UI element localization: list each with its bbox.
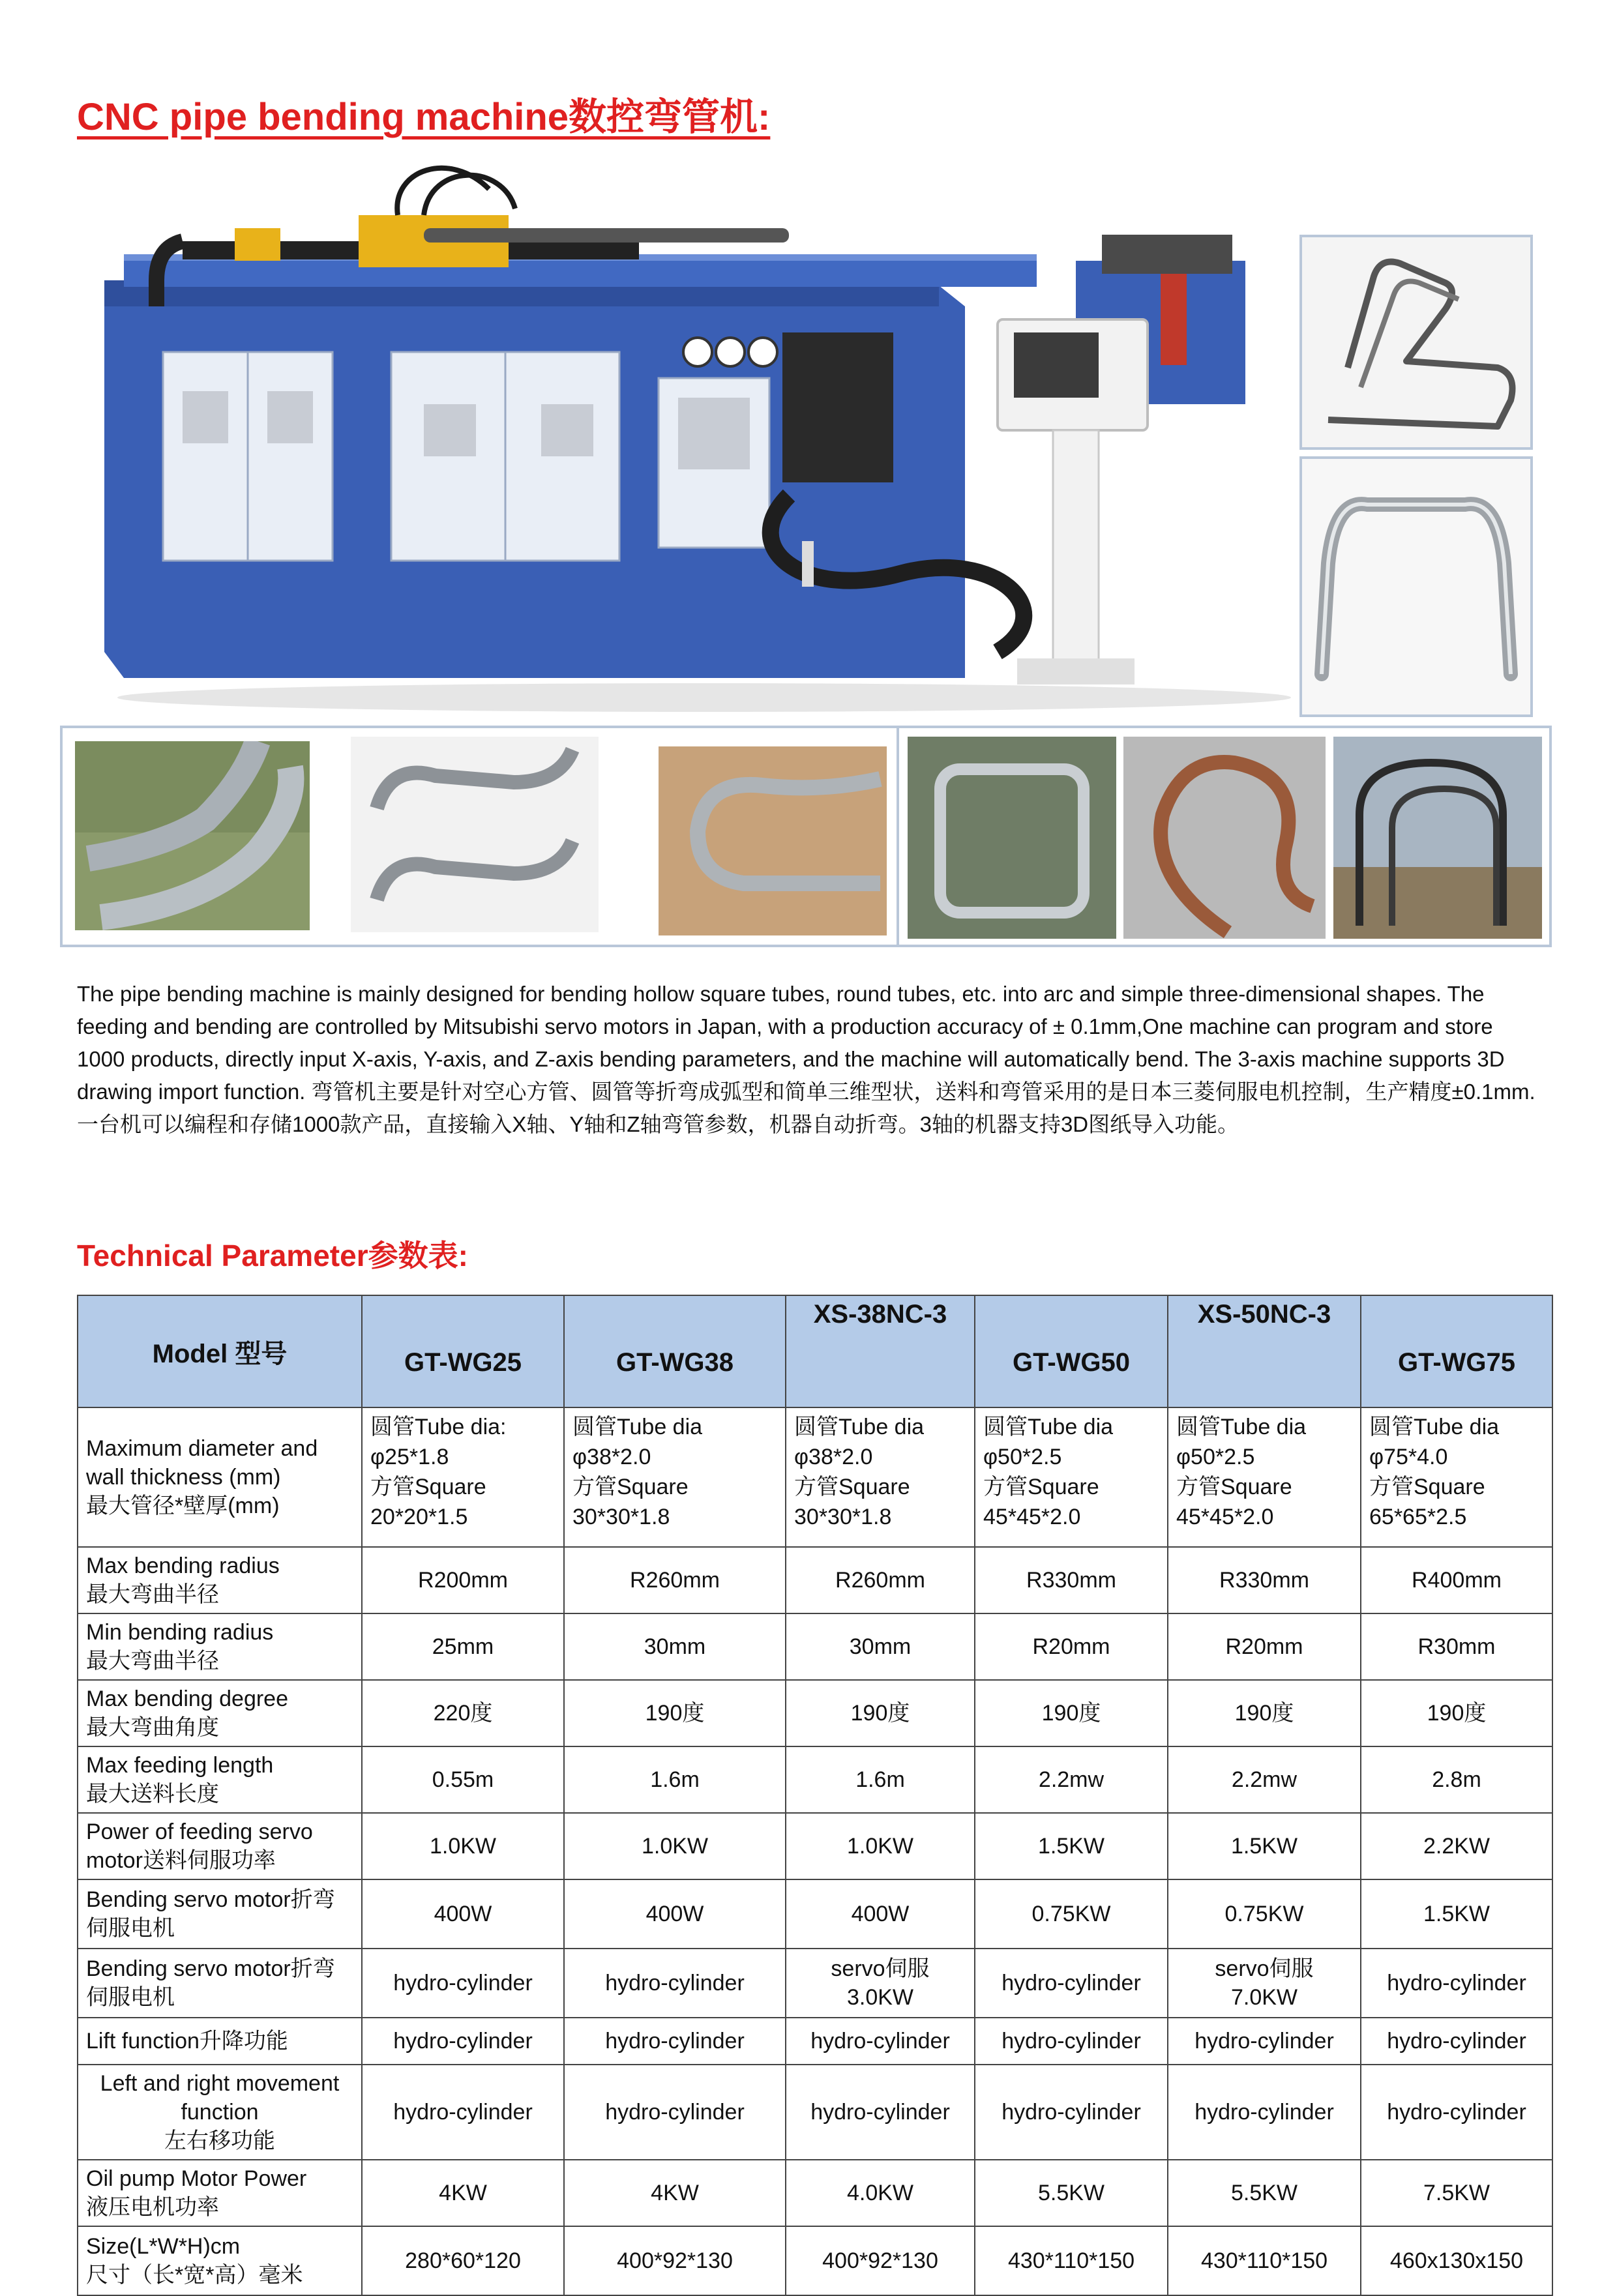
table-cell: R20mm: [1168, 1613, 1361, 1680]
table-cell: hydro-cylinder: [975, 2018, 1168, 2065]
table-cell: R330mm: [1168, 1547, 1361, 1613]
table-cell: 1.5KW: [1168, 1813, 1361, 1879]
header-model: Model 型号: [78, 1295, 362, 1407]
row-label: Maximum diameter and wall thickness (mm) 最大管径*壁厚(mm): [78, 1407, 362, 1547]
table-cell: R330mm: [975, 1547, 1168, 1613]
page-title: CNC pipe bending machine数控弯管机:: [77, 96, 771, 138]
table-cell: 1.0KW: [362, 1813, 564, 1879]
table-header-row: [78, 1295, 1552, 1407]
table-cell: 190度: [975, 1680, 1168, 1746]
table-cell: hydro-cylinder: [1361, 2018, 1552, 2065]
table-cell: servo伺服 3.0KW: [786, 1949, 975, 2018]
table-cell: 2.2mw: [975, 1746, 1168, 1813]
table-cell: hydro-cylinder: [564, 2065, 786, 2160]
table-cell: 1.6m: [564, 1746, 786, 1813]
table-cell: 4KW: [564, 2160, 786, 2226]
row-label: Left and right movement function 左右移功能: [78, 2065, 362, 2160]
table-cell: hydro-cylinder: [362, 1949, 564, 2018]
table-cell: 0.75KW: [1168, 1879, 1361, 1949]
table-cell: hydro-cylinder: [786, 2065, 975, 2160]
table-row: [78, 1813, 1552, 1879]
header-gt-wg38: GT-WG38: [564, 1295, 786, 1407]
table-cell: R400mm: [1361, 1547, 1552, 1613]
table-cell: hydro-cylinder: [786, 2018, 975, 2065]
table-cell: 400W: [786, 1879, 975, 1949]
table-cell: hydro-cylinder: [1361, 1949, 1552, 2018]
table-cell: 圆管Tube dia: φ25*1.8 方管Square 20*20*1.5: [362, 1407, 564, 1547]
table-row: [78, 2065, 1552, 2160]
sample-photo-frame-2: [1299, 456, 1533, 717]
table-cell: 190度: [564, 1680, 786, 1746]
sample-photo-frame-1: [1299, 235, 1533, 450]
table-cell: 400*92*130: [564, 2226, 786, 2295]
row-label: Max feeding length 最大送料长度: [78, 1746, 362, 1813]
table-row: [78, 1613, 1552, 1680]
table-cell: hydro-cylinder: [564, 2018, 786, 2065]
table-cell: 圆管Tube dia φ75*4.0 方管Square 65*65*2.5: [1361, 1407, 1552, 1547]
header-xs-50nc-3: XS-50NC-3: [1168, 1295, 1361, 1407]
table-cell: 30mm: [786, 1613, 975, 1680]
table-row: [78, 1879, 1552, 1949]
table-cell: hydro-cylinder: [1168, 2065, 1361, 2160]
table-cell: 400*92*130: [786, 2226, 975, 2295]
table-cell: R30mm: [1361, 1613, 1552, 1680]
machine-photo: [85, 156, 1324, 717]
table-cell: R20mm: [975, 1613, 1168, 1680]
table-cell: 190度: [786, 1680, 975, 1746]
row-label: Max bending degree 最大弯曲角度: [78, 1680, 362, 1746]
strip-photo-copper-loop: [1123, 737, 1326, 939]
header-gt-wg75: GT-WG75: [1361, 1295, 1552, 1407]
table-cell: 0.55m: [362, 1746, 564, 1813]
strip-photo-square-frame: [908, 737, 1116, 939]
table-cell: hydro-cylinder: [1361, 2065, 1552, 2160]
table-cell: 圆管Tube dia φ38*2.0 方管Square 30*30*1.8: [564, 1407, 786, 1547]
row-label: Size(L*W*H)cm 尺寸（长*宽*高）毫米: [78, 2226, 362, 2295]
table-cell: 4.0KW: [786, 2160, 975, 2226]
table-cell: 2.2mw: [1168, 1746, 1361, 1813]
table-cell: 400W: [564, 1879, 786, 1949]
table-cell: 430*110*150: [1168, 2226, 1361, 2295]
table-row: [78, 1949, 1552, 2018]
row-label: Max bending radius 最大弯曲半径: [78, 1547, 362, 1613]
strip-photo-hoop-frames: [1333, 737, 1542, 939]
table-cell: hydro-cylinder: [975, 1949, 1168, 2018]
table-cell: 1.6m: [786, 1746, 975, 1813]
table-row: [78, 1547, 1552, 1613]
table-cell: 0.75KW: [975, 1879, 1168, 1949]
table-cell: 400W: [362, 1879, 564, 1949]
table-cell: 430*110*150: [975, 2226, 1168, 2295]
table-row: [78, 1680, 1552, 1746]
row-label: Bending servo motor折弯伺服电机: [78, 1949, 362, 2018]
technical-parameter-heading: Technical Parameter参数表:: [77, 1239, 468, 1273]
table-cell: 190度: [1168, 1680, 1361, 1746]
table-cell: 圆管Tube dia φ38*2.0 方管Square 30*30*1.8: [786, 1407, 975, 1547]
table-cell: 1.0KW: [786, 1813, 975, 1879]
table-cell: R260mm: [786, 1547, 975, 1613]
table-cell: 190度: [1361, 1680, 1552, 1746]
table-cell: 1.0KW: [564, 1813, 786, 1879]
strip-photo-steel-bends: [75, 741, 310, 930]
header-gt-wg25: GT-WG25: [362, 1295, 564, 1407]
table-cell: 圆管Tube dia φ50*2.5 方管Square 45*45*2.0: [975, 1407, 1168, 1547]
table-cell: hydro-cylinder: [362, 2018, 564, 2065]
table-cell: 2.8m: [1361, 1746, 1552, 1813]
table-cell: 220度: [362, 1680, 564, 1746]
table-row: [78, 1407, 1552, 1547]
table-cell: 25mm: [362, 1613, 564, 1680]
strip-photo-s-tubes: [351, 737, 599, 932]
sample-bent-tube-photo: [1302, 459, 1530, 714]
row-label: Lift function升降功能: [78, 2018, 362, 2065]
table-cell: R200mm: [362, 1547, 564, 1613]
table-row: [78, 2160, 1552, 2226]
table-cell: 30mm: [564, 1613, 786, 1680]
sample-bent-wire-photo: [1302, 237, 1530, 447]
table-row: [78, 2018, 1552, 2065]
table-cell: 圆管Tube dia φ50*2.5 方管Square 45*45*2.0: [1168, 1407, 1361, 1547]
product-description: The pipe bending machine is mainly designed for bending hollow square tubes, round tubes, etc. into arc and simple three-dimensional shapes. The feeding and bending are controlled by Mitsubishi servo motors in Japan, with a production accuracy of ± 0.1mm,One machine can program and store 1000 products, directly input X-axis, Y-axis, and Z-axis bending parameters, and the machine will automatically bend. The 3-axis machine supports 3D drawing import function. 弯管机主要是针对空心方管、圆管等折弯成弧型和简单三维型状，送料和弯管采用的是日本三菱伺服电机控制，生产精度±0.1mm.一台机可以编程和存储1000款产品，直接输入X轴、Y轴和Z轴弯管参数，机器自动折弯。3轴的机器支持3D图纸导入功能。: [77, 982, 1535, 1136]
table-cell: 4KW: [362, 2160, 564, 2226]
table-cell: hydro-cylinder: [564, 1949, 786, 2018]
table-cell: R260mm: [564, 1547, 786, 1613]
table-cell: hydro-cylinder: [975, 2065, 1168, 2160]
table-cell: 2.2KW: [1361, 1813, 1552, 1879]
table-row: [78, 1746, 1552, 1813]
table-cell: servo伺服 7.0KW: [1168, 1949, 1361, 2018]
row-label: Power of feeding servo motor送料伺服功率: [78, 1813, 362, 1879]
table-cell: 1.5KW: [1361, 1879, 1552, 1949]
table-cell: 460x130x150: [1361, 2226, 1552, 2295]
table-cell: 280*60*120: [362, 2226, 564, 2295]
table-cell: 7.5KW: [1361, 2160, 1552, 2226]
table-cell: hydro-cylinder: [1168, 2018, 1361, 2065]
header-xs-38nc-3: XS-38NC-3: [786, 1295, 975, 1407]
table-cell: hydro-cylinder: [362, 2065, 564, 2160]
table-cell: 1.5KW: [975, 1813, 1168, 1879]
row-label: Bending servo motor折弯伺服电机: [78, 1879, 362, 1949]
row-label: Oil pump Motor Power 液压电机功率: [78, 2160, 362, 2226]
table-row: [78, 2226, 1552, 2295]
table-cell: 5.5KW: [1168, 2160, 1361, 2226]
parameter-table: [77, 1295, 1553, 2296]
strip-photo-u-bend: [659, 746, 887, 935]
row-label: Min bending radius 最大弯曲半径: [78, 1613, 362, 1680]
table-cell: 5.5KW: [975, 2160, 1168, 2226]
header-gt-wg50: GT-WG50: [975, 1295, 1168, 1407]
